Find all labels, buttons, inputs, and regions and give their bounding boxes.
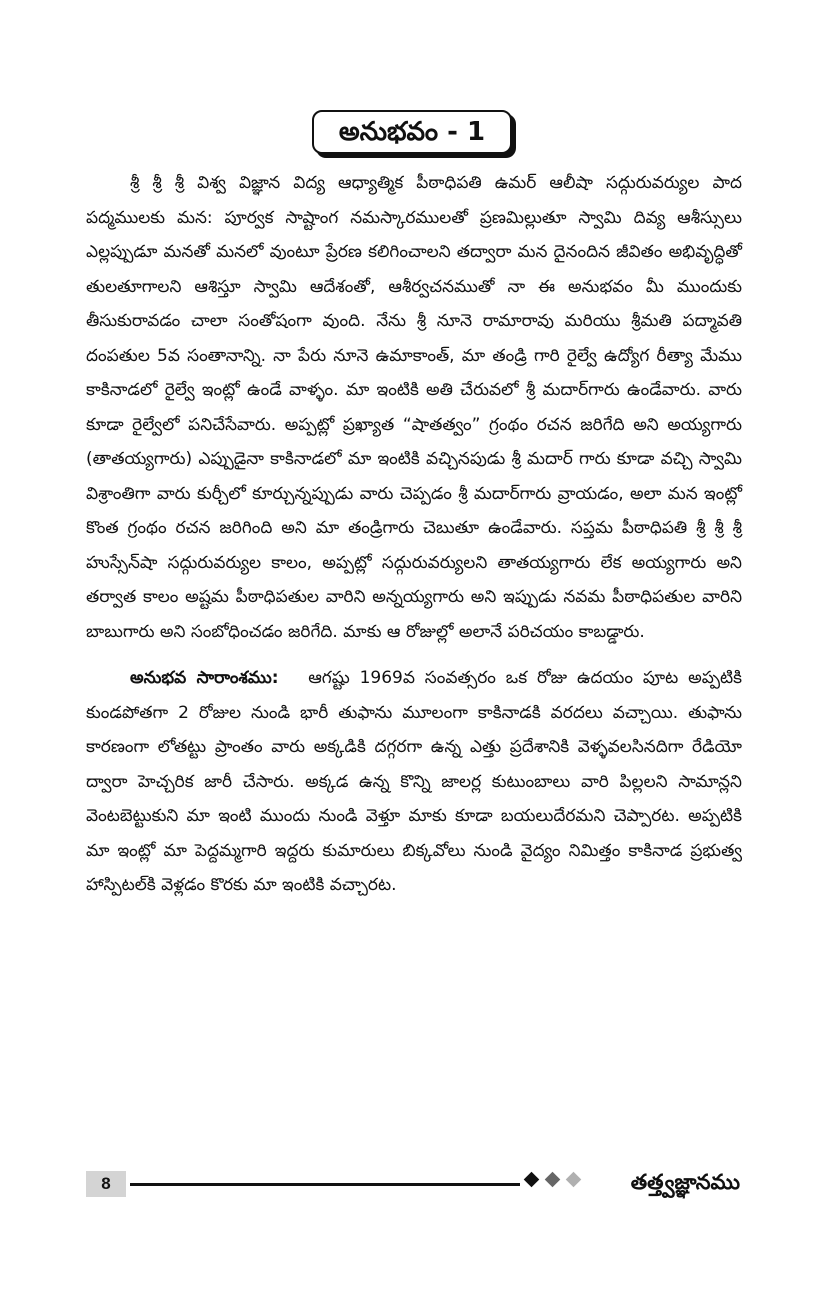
page-footer <box>86 1168 742 1202</box>
chapter-title-box <box>312 110 518 160</box>
summary-heading: అనుభవ సారాంశము: <box>130 668 279 688</box>
summary-paragraph <box>86 661 742 903</box>
footer-rule <box>130 1183 520 1186</box>
book-title: తత్త్వజ్ఞానము <box>630 1170 740 1194</box>
diamond-icon-light <box>566 1172 582 1188</box>
chapter-title: అనుభవం - 1 <box>312 110 512 154</box>
diamond-ornament <box>526 1174 579 1185</box>
diamond-icon-dark <box>524 1172 540 1188</box>
body-text <box>86 166 742 903</box>
diamond-icon-medium <box>545 1172 561 1188</box>
summary-text: ఆగష్టు 1969వ సంవత్సరం ఒక రోజు ఉదయం పూట అప్పటికి కుండపోతగా 2 రోజుల నుండి భారీ తుఫాను మూలంగా కాకినాడకి వరదలు వచ్చాయి. తుఫాను కారణంగా లోతట్టు ప్రాంతం వారు అక్కడికి దగ్గరగా ఉన్న ఎత్తు ప్రదేశానికి వెళ్ళవలసినదిగా రేడియో ద్వారా హెచ్చరిక జారీ చేసారు. అక్కడ ఉన్న కొన్ని జాలర్ల కుటుంబాలు వారి పిల్లలని సామాన్లని వెంటబెట్టుకుని మా ఇంటి ముందు నుండి వెళ్తూ మాకు కూడా బయలుదేరమని చెప్పారట. అప్పటికి మా ఇంట్లో మా పెద్దమ్మగారి ఇద్దరు కుమారులు బిక్కవోలు నుండి వైద్యం నిమిత్తం కాకినాడ ప్రభుత్వ హాస్పిటల్‌కి వెళ్లడం కొరకు మా ఇంటికి వచ్చారట. <box>86 668 743 895</box>
intro-paragraph: శ్రీ శ్రీ శ్రీ విశ్వ విజ్ఞాన విద్య ఆధ్యాత్మిక పీఠాధిపతి ఉమర్ ఆలీషా సద్గురువర్యుల పాద పద్మములకు మన: పూర్వక సాష్టాంగ నమస్కారములతో ప్రణమిల్లుతూ స్వామి దివ్య ఆశీస్సులు ఎల్లప్పుడూ మనతో మనలో వుంటూ ప్రేరణ కలిగించాలని తద్వారా మన దైనందిన జీవితం అభివృద్ధితో తులతూగాలని ఆశిస్తూ స్వామి ఆదేశంతో, ఆశీర్వచనముతో నా ఈ అనుభవం మీ ముందుకు తీసుకురావడం చాలా సంతోషంగా వుంది. నేను శ్రీ నూనె రామారావు మరియు శ్రీమతి పద్మావతి దంపతుల 5వ సంతానాన్ని. నా పేరు నూనె ఉమాకాంత్, మా తండ్రి గారి రైల్వే ఉద్యోగ రీత్యా మేము కాకినాడలో రైల్వే ఇంట్లో ఉండే వాళ్ళం. మా ఇంటికి అతి చేరువలో శ్రీ మదార్‌గారు ఉండేవారు. వారు కూడా రైల్వేలో పనిచేసేవారు. అప్పట్లో ప్రఖ్యాత “షాతత్వం” గ్రంథం రచన జరిగేది అని అయ్యగారు (తాతయ్యగారు) ఎప్పుడైనా కాకినాడలో మా ఇంటికి వచ్చినపుడు శ్రీ మదార్ గారు కూడా వచ్చి స్వామి విశ్రాంతిగా వారు కుర్చీలో కూర్చున్నప్పుడు వారు చెప్పడం శ్రీ మదార్‌గారు వ్రాయడం, అలా మన ఇంట్లో కొంత గ్రంథం రచన జరిగింది అని మా తండ్రిగారు చెబుతూ ఉండేవారు. సప్తమ పీఠాధిపతి శ్రీ శ్రీ శ్రీ హుస్సేన్‌షా సద్గురువర్యుల కాలం, అప్పట్లో సద్గురువర్యులని తాతయ్యగారు లేక అయ్యగారు అని తర్వాత కాలం అష్టమ పీఠాధిపతుల వారిని అన్నయ్యగారు అని ఇప్పుడు నవమ పీఠాధిపతుల వారిని బాబుగారు అని సంబోధించడం జరిగేది. మాకు ఆ రోజుల్లో అలానే పరిచయం కాబడ్డారు. <box>86 173 742 642</box>
page-number: 8 <box>86 1171 126 1197</box>
